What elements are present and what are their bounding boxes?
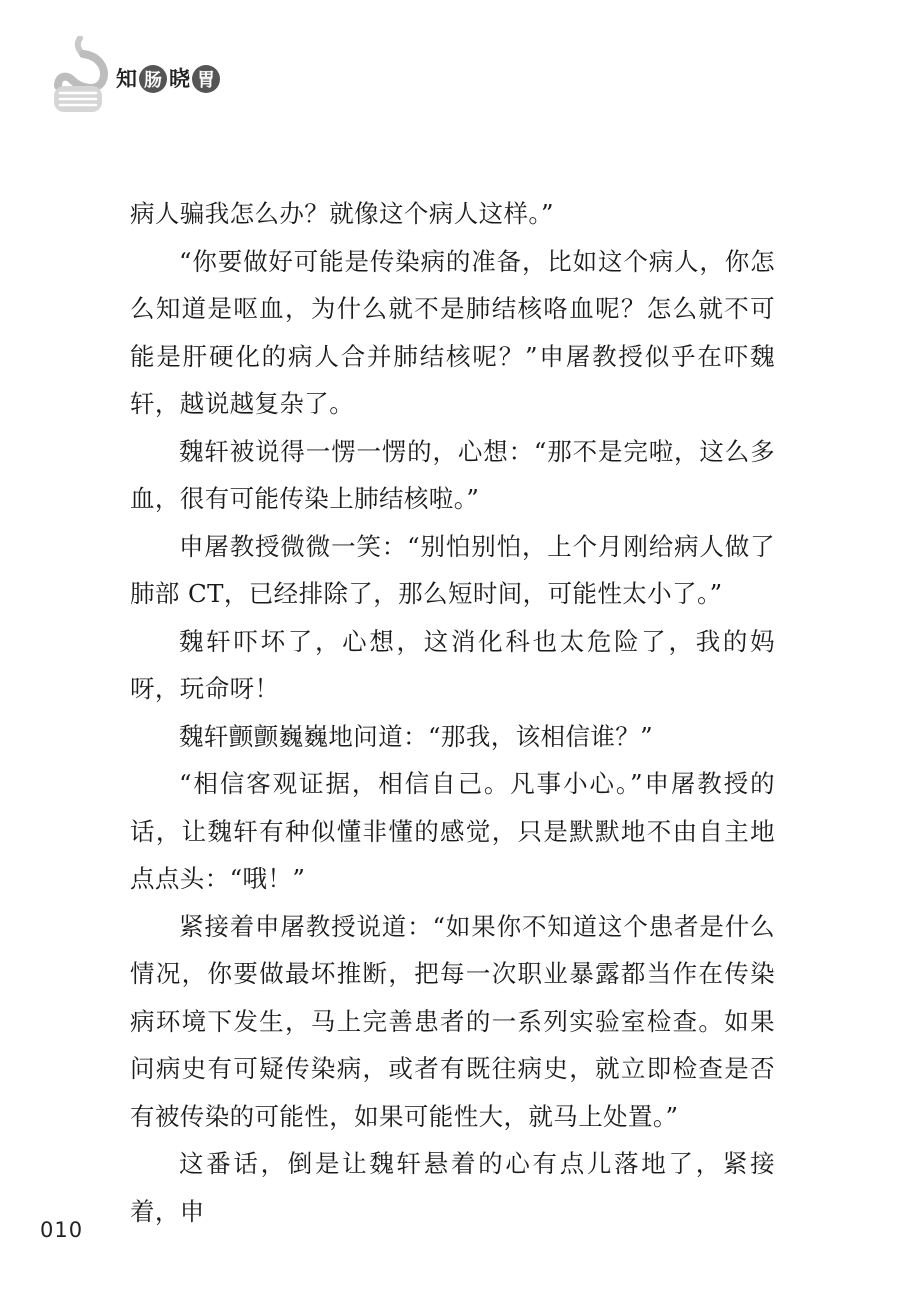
- paragraph-5: 魏轩吓坏了，心想，这消化科也太危险了，我的妈呀，玩命呀！: [130, 626, 775, 703]
- book-header: [50, 36, 350, 116]
- paragraph-2: “你要做好可能是传染病的准备，比如这个病人，你怎么知道是呕血，为什么就不是肺结核咯血呢？怎么就不可能是肝硬化的病人合并肺结核呢？”申屠教授似乎在吓魏轩，越说越复杂了。: [130, 246, 775, 418]
- logo-char-2: 肠: [139, 65, 167, 93]
- book-title-logo: [116, 64, 220, 94]
- page-number: 010: [40, 1218, 84, 1242]
- logo-char-4: 胃: [192, 65, 220, 93]
- logo-char-3: 晓: [169, 67, 190, 91]
- paragraph-1: 病人骗我怎么办？就像这个病人这样。”: [130, 199, 554, 228]
- paragraph-9: 这番话，倒是让魏轩悬着的心有点儿落地了，紧接着，申: [130, 1149, 775, 1226]
- body-text: [130, 190, 775, 1235]
- stomach-intestine-icon: [50, 36, 112, 116]
- paragraph-3: 魏轩被说得一愣一愣的，心想：“那不是完啦，这么多血，很有可能传染上肺结核啦。”: [130, 436, 775, 513]
- paragraph-4: 申屠教授微微一笑：“别怕别怕，上个月刚给病人做了肺部 CT，已经排除了，那么短时间，可能性太小了。”: [130, 531, 775, 608]
- logo-char-1: 知: [116, 67, 137, 91]
- paragraph-7: “相信客观证据，相信自己。凡事小心。”申屠教授的话，让魏轩有种似懂非懂的感觉，只是默默地不由自主地点点头：“哦！”: [130, 769, 775, 893]
- paragraph-8: 紧接着申屠教授说道：“如果你不知道这个患者是什么情况，你要做最坏推断，把每一次职业暴露都当作在传染病环境下发生，马上完善患者的一系列实验室检查。如果问病史有可疑传染病，或者有既往病史，就立即检查是否有被传染的可能性，如果可能性大，就马上处置。”: [130, 911, 775, 1131]
- paragraph-6: 魏轩颤颤巍巍地问道：“那我，该相信谁？”: [179, 721, 654, 751]
